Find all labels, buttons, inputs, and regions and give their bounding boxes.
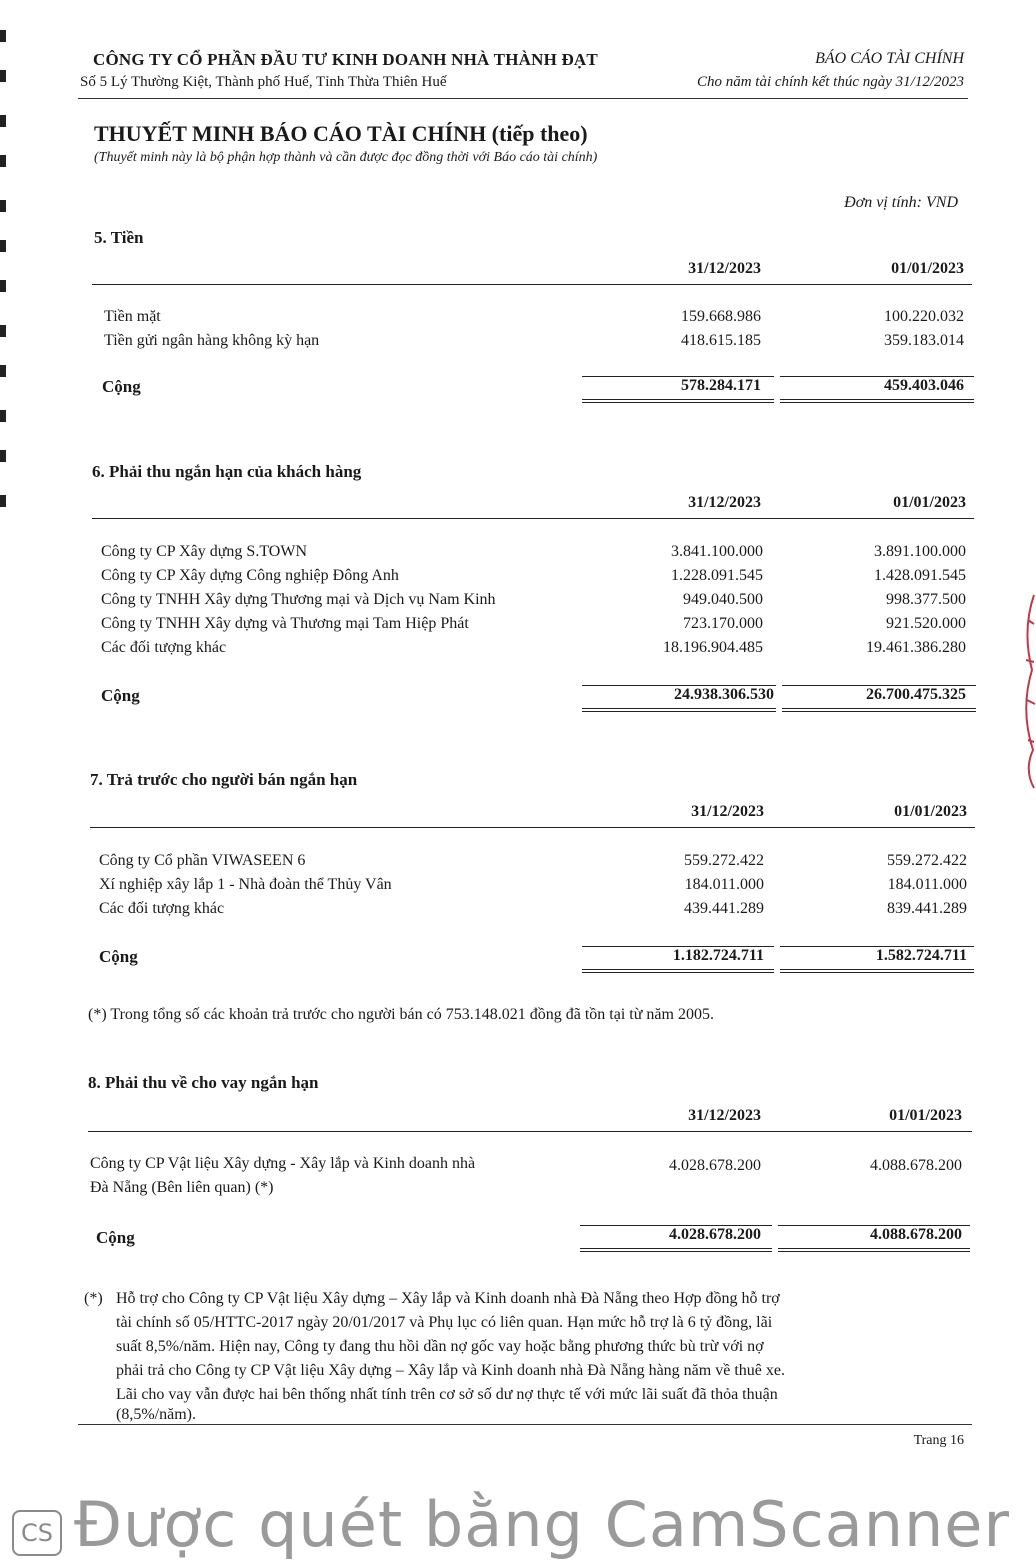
footer-divider	[78, 1424, 972, 1425]
row-value: 439.441.289	[684, 900, 764, 917]
row-value: 184.011.000	[684, 876, 764, 893]
note-line: phải trả cho Công ty CP Vật liệu Xây dựng – Xây lắp và Kinh doanh nhà Đà Nẵng hàng năm về thuê xe.	[116, 1362, 785, 1379]
section-note: (*) Trong tổng số các khoản trả trước cho người bán có 753.148.021 đồng đã tồn tại từ năm 2005.	[88, 1006, 714, 1023]
section-title: 7. Trả trước cho người bán ngắn hạn	[90, 770, 358, 789]
row-label: Xí nghiệp xây lắp 1 - Nhà đoàn thể Thủy Vân	[99, 876, 392, 893]
row-value: 1.228.091.545	[671, 567, 763, 584]
row-label: Tiền gửi ngân hàng không kỳ hạn	[104, 332, 320, 349]
row-value: 359.183.014	[884, 332, 964, 349]
row-value: 949.040.500	[683, 591, 763, 608]
row-label: Công ty CP Vật liệu Xây dựng - Xây lắp và Kinh doanh nhà	[90, 1155, 476, 1172]
row-label-continued: Đà Nẵng (Bên liên quan) (*)	[90, 1179, 274, 1196]
row-value: 184.011.000	[887, 876, 967, 893]
binding-marks	[0, 30, 8, 550]
note-line: tài chính số 05/HTTC-2017 ngày 20/01/2017 và Phụ lục có liên quan. Hạn mức hỗ trợ là 6 tỷ đồng, lãi	[116, 1314, 773, 1331]
row-label: Tiền mặt	[104, 308, 161, 325]
report-period: Cho năm tài chính kết thúc ngày 31/12/2023	[696, 74, 964, 90]
row-value: 100.220.032	[884, 308, 964, 325]
column-header: 31/12/2023	[691, 803, 764, 820]
row-value: 998.377.500	[886, 591, 966, 608]
total-value: 4.088.678.200	[870, 1226, 962, 1243]
row-value: 159.668.986	[681, 308, 761, 325]
row-value: 4.088.678.200	[870, 1157, 962, 1174]
camscanner-logo: CS	[12, 1510, 62, 1556]
total-label: Cộng	[96, 1228, 135, 1247]
section-title: 5. Tiền	[94, 228, 144, 247]
row-value: 18.196.904.485	[663, 639, 763, 656]
row-value: 3.891.100.000	[874, 543, 966, 560]
row-value: 4.028.678.200	[669, 1157, 761, 1174]
total-label: Cộng	[101, 686, 140, 705]
company-name: CÔNG TY CỔ PHẦN ĐẦU TƯ KINH DOANH NHÀ THÀNH ĐẠT	[93, 50, 598, 69]
column-header: 01/01/2023	[893, 494, 966, 511]
page-number: Trang 16	[913, 1433, 964, 1448]
row-value: 19.461.386.280	[866, 639, 966, 656]
row-label: Công ty Cổ phần VIWASEEN 6	[99, 852, 306, 869]
row-label: Các đối tượng khác	[99, 900, 225, 917]
header-divider	[78, 98, 968, 99]
note-line: suất 8,5%/năm. Hiện nay, Công ty đang thu hồi dần nợ gốc vay hoặc bằng phương thức bù trừ với nợ	[116, 1338, 764, 1355]
currency-unit: Đơn vị tính: VND	[844, 194, 958, 211]
row-label: Công ty CP Xây dựng Công nghiệp Đông Anh	[101, 567, 399, 584]
total-value: 26.700.475.325	[866, 686, 966, 703]
page-subtitle: (Thuyết minh này là bộ phận hợp thành và cần được đọc đồng thời với Báo cáo tài chính)	[94, 150, 598, 165]
row-label: Các đối tượng khác	[101, 639, 227, 656]
row-label: Công ty CP Xây dựng S.TOWN	[101, 543, 308, 560]
row-value: 839.441.289	[887, 900, 967, 917]
column-header: 01/01/2023	[891, 260, 964, 277]
row-value: 1.428.091.545	[874, 567, 966, 584]
total-value: 24.938.306.530	[674, 686, 774, 703]
header-rule	[88, 1131, 972, 1132]
page-title: THUYẾT MINH BÁO CÁO TÀI CHÍNH (tiếp theo)	[94, 121, 588, 146]
header-rule	[92, 518, 974, 519]
total-value: 4.028.678.200	[669, 1226, 761, 1243]
note-line: (8,5%/năm).	[116, 1406, 196, 1423]
section-title: 8. Phải thu về cho vay ngắn hạn	[88, 1073, 319, 1092]
total-value: 1.182.724.711	[672, 947, 764, 964]
row-label: Công ty TNHH Xây dựng và Thương mại Tam Hiệp Phát	[101, 615, 469, 632]
note-marker: (*)	[84, 1290, 103, 1307]
company-address: Số 5 Lý Thường Kiệt, Thành phố Huế, Tỉnh Thừa Thiên Huế	[80, 74, 447, 90]
total-value: 578.284.171	[681, 377, 761, 394]
scanner-watermark: Được quét bằng CamScanner	[74, 1488, 1010, 1561]
total-value: 1.582.724.711	[875, 947, 967, 964]
section-title: 6. Phải thu ngắn hạn của khách hàng	[92, 462, 362, 481]
row-value: 559.272.422	[684, 852, 764, 869]
stamp-fragment	[1018, 590, 1036, 790]
report-type: BÁO CÁO TÀI CHÍNH	[815, 50, 964, 67]
column-header: 01/01/2023	[889, 1107, 962, 1124]
column-header: 31/12/2023	[688, 494, 761, 511]
column-header: 01/01/2023	[894, 803, 967, 820]
total-value: 459.403.046	[884, 377, 964, 394]
header-rule	[90, 827, 975, 828]
header-rule	[92, 284, 972, 285]
row-value: 418.615.185	[681, 332, 761, 349]
total-label: Cộng	[99, 947, 138, 966]
row-value: 559.272.422	[887, 852, 967, 869]
column-header: 31/12/2023	[688, 1107, 761, 1124]
note-line: Lãi cho vay vẫn được hai bên thống nhất tính trên cơ sở số dư nợ thực tế với mức lãi suất đã thỏa thuận	[116, 1386, 778, 1403]
total-label: Cộng	[102, 377, 141, 396]
row-value: 921.520.000	[886, 615, 966, 632]
note-line: Hỗ trợ cho Công ty CP Vật liệu Xây dựng – Xây lắp và Kinh doanh nhà Đà Nẵng theo Hợp đồng hỗ trợ	[116, 1290, 780, 1307]
column-header: 31/12/2023	[688, 260, 761, 277]
row-value: 3.841.100.000	[671, 543, 763, 560]
row-label: Công ty TNHH Xây dựng Thương mại và Dịch vụ Nam Kinh	[101, 591, 496, 608]
row-value: 723.170.000	[683, 615, 763, 632]
